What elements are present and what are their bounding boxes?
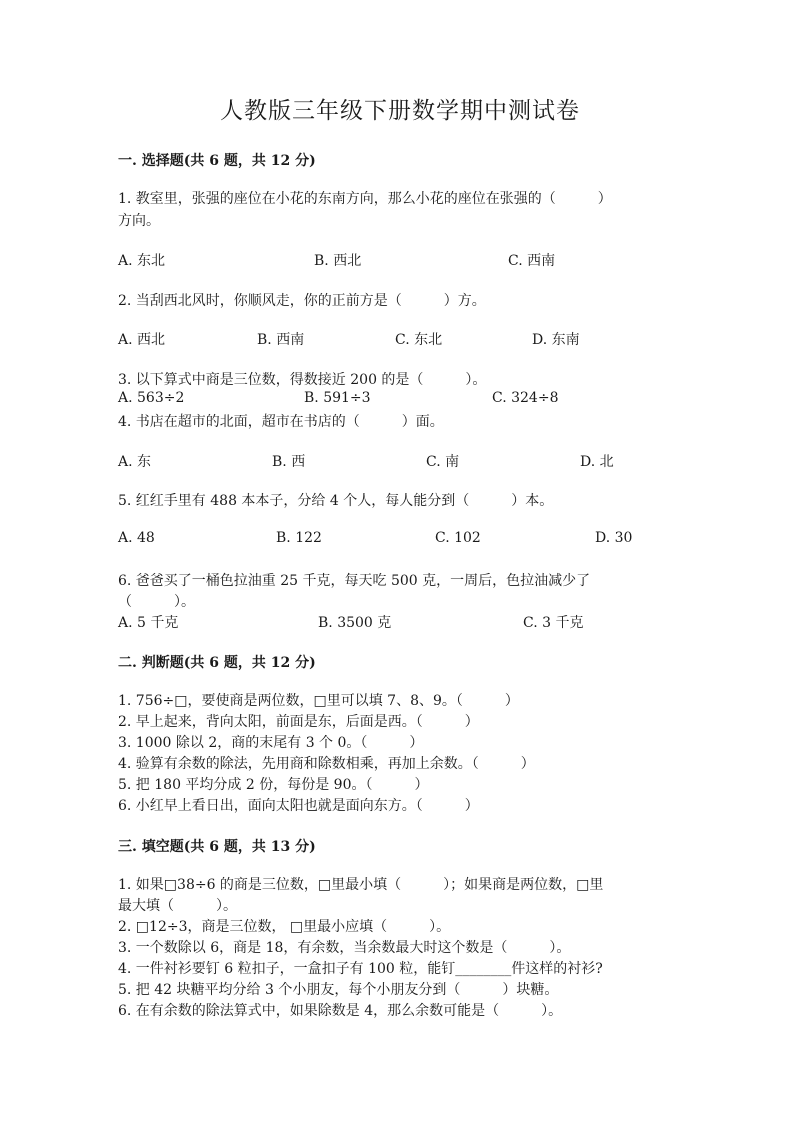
judgment-item: 3. 1000 除以 2，商的末尾有 3 个 0。（ ） [118,735,424,751]
question-text: 1. 教室里，张强的座位在小花的东南方向，那么小花的座位在张强的（ ） [118,191,612,207]
answer-option[interactable]: C. 324÷8 [492,390,559,406]
fill-blank-item: 3. 一个数除以 6，商是 18，有余数，当余数最大时这个数是（ ）。 [118,940,571,956]
fill-blank-item: 5. 把 42 块糖平均分给 3 个小朋友，每个小朋友分到（ ）块糖。 [118,982,559,998]
answer-option[interactable]: D. 30 [595,530,633,546]
answer-option[interactable]: B. 西 [272,454,306,470]
question-text: 6. 爸爸买了一桶色拉油重 25 千克，每天吃 500 克，一周后，色拉油减少了 [118,573,591,589]
answer-option[interactable]: B. 122 [276,530,322,546]
fill-blank-item: 最大填（ ）。 [118,898,237,914]
question-text: 5. 红红手里有 488 本本子，分给 4 个人，每人能分到（ ）本。 [118,493,554,509]
answer-option[interactable]: A. 563÷2 [118,390,185,406]
fill-blank-item: 1. 如果□38÷6 的商是三位数，□里最小填（ ）；如果商是两位数，□里 [118,877,604,893]
answer-option[interactable]: B. 3500 克 [318,615,392,631]
answer-option[interactable]: A. 48 [118,530,155,546]
answer-option[interactable]: C. 3 千克 [523,615,584,631]
answer-option[interactable]: C. 西南 [508,253,556,269]
fill-blank-item: 4. 一件衬衫要钉 6 粒扣子，一盒扣子有 100 粒，能钉________件这样的衬衫? [118,961,603,977]
judgment-item: 1. 756÷□，要使商是两位数，□里可以填 7、8、9。（ ） [118,693,519,709]
answer-option[interactable]: B. 西南 [257,332,305,348]
fill-blank-item: 6. 在有余数的除法算式中，如果除数是 4，那么余数可能是（ ）。 [118,1003,563,1019]
answer-option[interactable]: C. 东北 [395,332,443,348]
answer-option[interactable]: C. 南 [426,454,460,470]
answer-option[interactable]: D. 北 [580,454,614,470]
fill-blank-item: 2. □12÷3，商是三位数， □里最小应填（ ）。 [118,919,451,935]
section-heading-choice: 一. 选择题(共 6 题，共 12 分) [118,153,316,169]
section-heading-judgment: 二. 判断题(共 6 题，共 12 分) [118,655,316,671]
question-text: 4. 书店在超市的北面，超市在书店的（ ）面。 [118,414,444,430]
answer-option[interactable]: A. 西北 [118,332,166,348]
answer-option[interactable]: A. 5 千克 [118,615,179,631]
question-text: 方向。 [118,213,160,229]
answer-option[interactable]: C. 102 [435,530,481,546]
question-text: 2. 当刮西北风时，你顺风走，你的正前方是（ ）方。 [118,293,486,309]
answer-option[interactable]: B. 591÷3 [304,390,371,406]
answer-option[interactable]: D. 东南 [532,332,580,348]
answer-option[interactable]: B. 西北 [314,253,362,269]
answer-option[interactable]: A. 东 [118,454,152,470]
question-text: （ ）。 [118,594,195,610]
question-text: 3. 以下算式中商是三位数，得数接近 200 的是（ ）。 [118,372,487,388]
judgment-item: 6. 小红早上看日出，面向太阳也就是面向东方。（ ） [118,798,479,814]
section-heading-fill-blank: 三. 填空题(共 6 题，共 13 分) [118,839,316,855]
page-title: 人教版三年级下册数学期中测试卷 [220,98,580,124]
answer-option[interactable]: A. 东北 [118,253,166,269]
judgment-item: 5. 把 180 平均分成 2 份，每份是 90。（ ） [118,777,429,793]
judgment-item: 4. 验算有余数的除法，先用商和除数相乘，再加上余数。（ ） [118,756,535,772]
judgment-item: 2. 早上起来，背向太阳，前面是东，后面是西。（ ） [118,714,479,730]
